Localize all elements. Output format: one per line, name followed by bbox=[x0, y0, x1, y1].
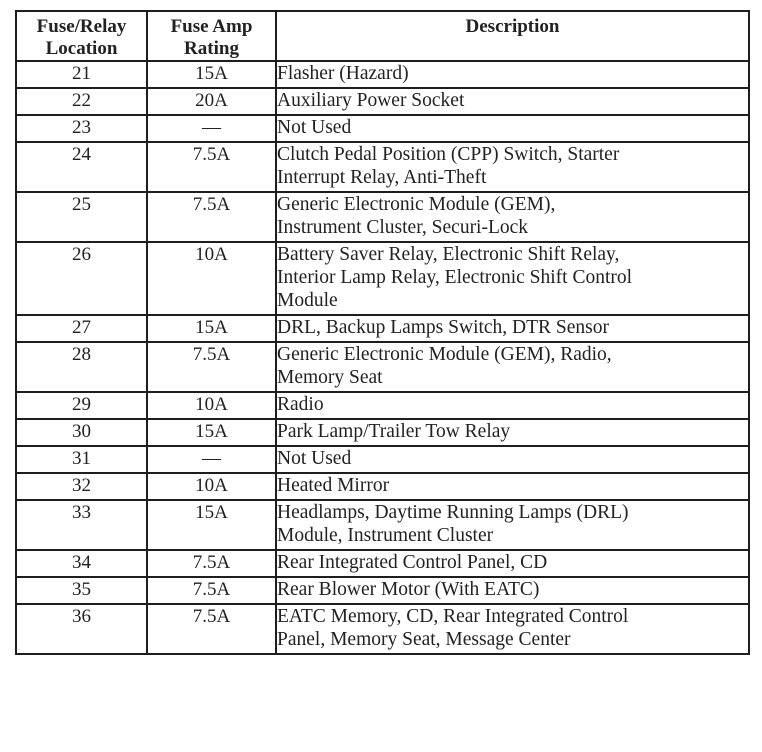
header-location bbox=[16, 11, 147, 61]
description-line: Radio bbox=[277, 394, 324, 415]
description-line: Battery Saver Relay, Electronic Shift Relay, bbox=[277, 244, 620, 265]
description-line: Module bbox=[277, 290, 338, 311]
table-row bbox=[16, 419, 749, 446]
fuse-location: 36 bbox=[16, 604, 147, 654]
fuse-amp-rating: 7.5A bbox=[147, 550, 276, 577]
fuse-amp-rating: 10A bbox=[147, 473, 276, 500]
description-line: Clutch Pedal Position (CPP) Switch, Starter bbox=[277, 144, 620, 165]
description-line: Memory Seat bbox=[277, 367, 383, 388]
fuse-amp-rating: 7.5A bbox=[147, 142, 276, 192]
table-row bbox=[16, 500, 749, 550]
table-row bbox=[16, 604, 749, 654]
fuse-description bbox=[276, 392, 749, 419]
fuse-amp-rating: 20A bbox=[147, 88, 276, 115]
description-line: Generic Electronic Module (GEM), bbox=[277, 194, 556, 215]
fuse-amp-rating: 10A bbox=[147, 242, 276, 315]
description-line: Park Lamp/Trailer Tow Relay bbox=[277, 421, 511, 442]
fuse-location: 24 bbox=[16, 142, 147, 192]
fuse-location: 33 bbox=[16, 500, 147, 550]
header-rating bbox=[147, 11, 276, 61]
fuse-location: 29 bbox=[16, 392, 147, 419]
fuse-description bbox=[276, 342, 749, 392]
fuse-amp-rating: 10A bbox=[147, 392, 276, 419]
fuse-amp-rating: 15A bbox=[147, 61, 276, 88]
fuse-description bbox=[276, 192, 749, 242]
table-row bbox=[16, 242, 749, 315]
fuse-description bbox=[276, 577, 749, 604]
fuse-location: 21 bbox=[16, 61, 147, 88]
fuse-description bbox=[276, 419, 749, 446]
description-line: Instrument Cluster, Securi-Lock bbox=[277, 217, 529, 238]
fuse-location: 31 bbox=[16, 446, 147, 473]
fuse-description bbox=[276, 500, 749, 550]
fuse-relay-table bbox=[15, 10, 750, 655]
description-line: DRL, Backup Lamps Switch, DTR Sensor bbox=[277, 317, 610, 338]
description-line: Headlamps, Daytime Running Lamps (DRL) bbox=[277, 502, 629, 523]
description-line: Panel, Memory Seat, Message Center bbox=[277, 629, 571, 650]
table-row bbox=[16, 446, 749, 473]
fuse-location: 35 bbox=[16, 577, 147, 604]
description-line: Flasher (Hazard) bbox=[277, 63, 409, 84]
fuse-amp-rating: 15A bbox=[147, 419, 276, 446]
fuse-location: 28 bbox=[16, 342, 147, 392]
table-row bbox=[16, 88, 749, 115]
fuse-location: 26 bbox=[16, 242, 147, 315]
description-line: Not Used bbox=[277, 448, 352, 469]
description-line: Not Used bbox=[277, 117, 352, 138]
fuse-description bbox=[276, 604, 749, 654]
fuse-location: 30 bbox=[16, 419, 147, 446]
fuse-description bbox=[276, 550, 749, 577]
fuse-description bbox=[276, 242, 749, 315]
header-location-line: Location bbox=[45, 38, 118, 59]
header-location-line: Fuse/Relay bbox=[36, 16, 127, 37]
fuse-location: 25 bbox=[16, 192, 147, 242]
header-row bbox=[16, 11, 749, 61]
table-row bbox=[16, 342, 749, 392]
fuse-description bbox=[276, 473, 749, 500]
table-row bbox=[16, 115, 749, 142]
table-body bbox=[16, 61, 749, 654]
description-line: Interrupt Relay, Anti-Theft bbox=[277, 167, 487, 188]
description-line: Rear Blower Motor (With EATC) bbox=[277, 579, 540, 600]
fuse-location: 27 bbox=[16, 315, 147, 342]
table-row bbox=[16, 142, 749, 192]
header-description: Description bbox=[276, 11, 749, 61]
fuse-description bbox=[276, 142, 749, 192]
table-row bbox=[16, 550, 749, 577]
fuse-amp-rating: — bbox=[147, 115, 276, 142]
fuse-amp-rating: 15A bbox=[147, 500, 276, 550]
table-row bbox=[16, 392, 749, 419]
description-line: Rear Integrated Control Panel, CD bbox=[277, 552, 548, 573]
fuse-amp-rating: 7.5A bbox=[147, 192, 276, 242]
description-line: Generic Electronic Module (GEM), Radio, bbox=[277, 344, 612, 365]
table-row bbox=[16, 315, 749, 342]
fuse-amp-rating: 7.5A bbox=[147, 604, 276, 654]
header-rating-line: Fuse Amp bbox=[170, 16, 253, 37]
table-row bbox=[16, 61, 749, 88]
fuse-location: 23 bbox=[16, 115, 147, 142]
fuse-description bbox=[276, 315, 749, 342]
fuse-location: 22 bbox=[16, 88, 147, 115]
fuse-amp-rating: 15A bbox=[147, 315, 276, 342]
header-rating-line: Rating bbox=[184, 38, 239, 59]
table-row bbox=[16, 577, 749, 604]
fuse-amp-rating: 7.5A bbox=[147, 342, 276, 392]
fuse-amp-rating: 7.5A bbox=[147, 577, 276, 604]
description-line: Interior Lamp Relay, Electronic Shift Control bbox=[277, 267, 633, 288]
table-row bbox=[16, 473, 749, 500]
fuse-amp-rating: — bbox=[147, 446, 276, 473]
description-line: EATC Memory, CD, Rear Integrated Control bbox=[277, 606, 629, 627]
description-line: Module, Instrument Cluster bbox=[277, 525, 494, 546]
fuse-location: 34 bbox=[16, 550, 147, 577]
table-row bbox=[16, 192, 749, 242]
fuse-description bbox=[276, 115, 749, 142]
description-line: Auxiliary Power Socket bbox=[277, 90, 465, 111]
fuse-description bbox=[276, 446, 749, 473]
fuse-description bbox=[276, 88, 749, 115]
fuse-location: 32 bbox=[16, 473, 147, 500]
description-line: Heated Mirror bbox=[277, 475, 390, 496]
fuse-description bbox=[276, 61, 749, 88]
